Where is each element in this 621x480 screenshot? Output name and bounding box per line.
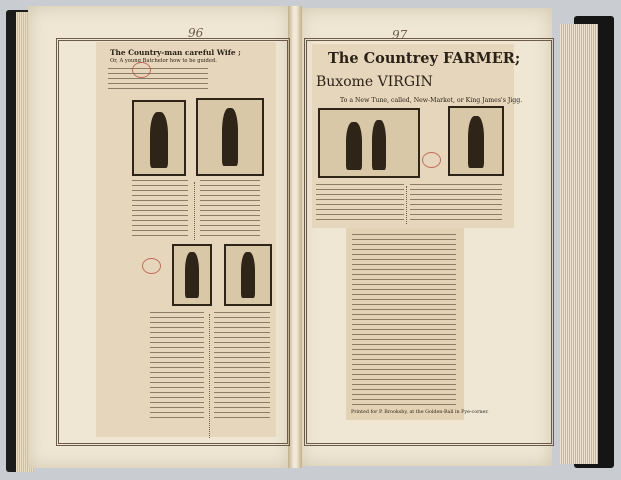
right-verse-continuation — [352, 234, 456, 409]
column-divider — [209, 314, 210, 438]
left-verse-column-3 — [150, 312, 204, 422]
woodcut-figure — [172, 244, 212, 306]
left-folio: 96 — [188, 26, 204, 40]
left-ballad-subtitle: Or, A young Batchelor how to be guided. — [110, 58, 217, 64]
right-ballad-subtitle: Buxome VIRGIN — [316, 74, 433, 90]
library-stamp — [132, 62, 151, 78]
right-verse-column-1 — [316, 184, 404, 224]
left-intro-text — [108, 68, 208, 93]
library-stamp — [422, 152, 441, 168]
right-ballad-tune: To a New Tune, called, New-Market, or King James's Jigg. — [340, 97, 523, 104]
woodcut-figure — [224, 244, 272, 306]
woodcut-maiden — [448, 106, 504, 176]
printer-colophon: Printed for P. Brooksby, at the Golden-Ball in Pye-corner. — [351, 410, 489, 415]
right-folio: 97 — [392, 28, 408, 42]
library-stamp — [142, 258, 161, 274]
left-verse-column-1 — [132, 180, 188, 240]
right-verse-column-2 — [410, 184, 502, 224]
woodcut-couple — [318, 108, 420, 178]
left-ballad-title: The Country-man careful Wife ; — [110, 48, 241, 57]
right-page-edges — [560, 24, 598, 464]
column-divider — [406, 186, 407, 224]
book-gutter — [288, 6, 302, 468]
right-ballad-title: The Countrey FARMER; — [328, 50, 521, 67]
left-verse-column-2 — [200, 180, 260, 240]
column-divider — [194, 182, 195, 240]
woodcut-man — [196, 98, 264, 176]
left-verse-column-4 — [214, 312, 270, 422]
woodcut-woman — [132, 100, 186, 176]
